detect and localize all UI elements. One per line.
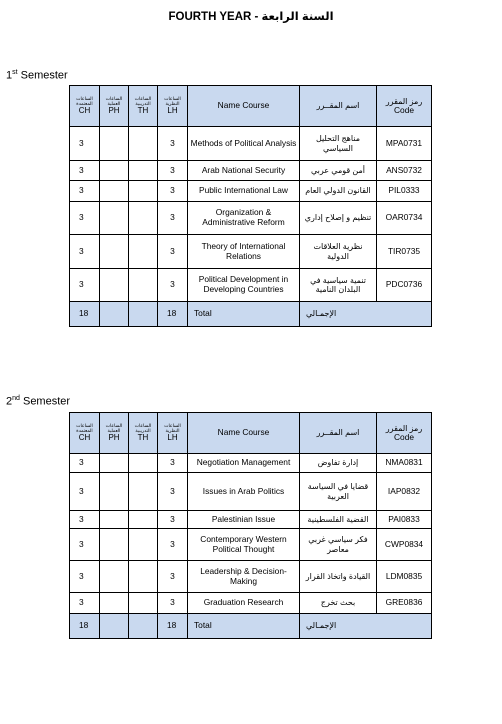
- cell-code: MPA0731: [377, 127, 432, 161]
- header-ph: الساعات العملية PH: [100, 413, 129, 454]
- total-label-ar: الإجمـالي: [300, 614, 432, 639]
- cell-lh: 3: [158, 454, 188, 473]
- header-lh: الساعات النظرية LH: [158, 86, 188, 127]
- cell-th: [129, 202, 158, 235]
- cell-course-name-ar: فكر سياسي غربي معاصر: [300, 529, 377, 561]
- cell-code: PIL0333: [377, 181, 432, 202]
- total-ph: [100, 614, 129, 639]
- course-row: [70, 161, 432, 181]
- cell-code: PAI0833: [377, 511, 432, 529]
- cell-ch: 3: [70, 235, 100, 269]
- cell-course-name: Methods of Political Analysis: [188, 127, 300, 161]
- course-row: [70, 593, 432, 614]
- semester-1-table: [69, 85, 432, 327]
- course-row: [70, 235, 432, 269]
- cell-code: IAP0832: [377, 473, 432, 511]
- total-label: Total: [188, 614, 300, 639]
- cell-lh: 3: [158, 473, 188, 511]
- total-th: [129, 614, 158, 639]
- cell-course-name: Leadership & Decision-Making: [188, 561, 300, 593]
- cell-course-name: Contemporary Western Political Thought: [188, 529, 300, 561]
- header-row: [70, 413, 432, 454]
- cell-lh: 3: [158, 269, 188, 302]
- semester-1-word: Semester: [17, 69, 68, 82]
- cell-course-name: Issues in Arab Politics: [188, 473, 300, 511]
- cell-th: [129, 593, 158, 614]
- cell-course-name: Political Development in Developing Countries: [188, 269, 300, 302]
- header-code: رمز المقرر Code: [377, 86, 432, 127]
- total-label-ar: الإجمـالي: [300, 302, 432, 327]
- cell-ph: [100, 529, 129, 561]
- cell-lh: 3: [158, 235, 188, 269]
- cell-ch: 3: [70, 529, 100, 561]
- cell-ph: [100, 593, 129, 614]
- course-row: [70, 181, 432, 202]
- cell-ph: [100, 511, 129, 529]
- semester-1-suffix: st: [12, 69, 18, 76]
- cell-ch: 3: [70, 161, 100, 181]
- semester-1-number: 1: [6, 69, 13, 82]
- cell-th: [129, 511, 158, 529]
- total-ch: 18: [70, 302, 100, 327]
- cell-course-name-ar: نظرية العلاقات الدولية: [300, 235, 377, 269]
- semester-1-heading: [6, 69, 68, 82]
- cell-lh: 3: [158, 529, 188, 561]
- page-title: FOURTH YEAR - السنة الرابعة: [168, 11, 334, 23]
- cell-code: LDM0835: [377, 561, 432, 593]
- cell-code: GRE0836: [377, 593, 432, 614]
- cell-ph: [100, 127, 129, 161]
- cell-course-name: Arab National Security: [188, 161, 300, 181]
- cell-lh: 3: [158, 202, 188, 235]
- semester-2-suffix: nd: [12, 395, 20, 402]
- course-row: [70, 269, 432, 302]
- cell-ch: 3: [70, 593, 100, 614]
- cell-th: [129, 269, 158, 302]
- cell-th: [129, 161, 158, 181]
- header-name-course: Name Course: [188, 86, 300, 127]
- cell-code: PDC0736: [377, 269, 432, 302]
- cell-th: [129, 235, 158, 269]
- total-lh: 18: [158, 302, 188, 327]
- cell-course-name: Organization & Administrative Reform: [188, 202, 300, 235]
- cell-lh: 3: [158, 511, 188, 529]
- cell-course-name: Graduation Research: [188, 593, 300, 614]
- header-code: رمز المقرر Code: [377, 413, 432, 454]
- cell-th: [129, 529, 158, 561]
- cell-course-name-ar: أمن قومي عربي: [300, 161, 377, 181]
- header-name-ar: اسم المقــرر: [300, 86, 377, 127]
- course-row: [70, 202, 432, 235]
- total-row: [70, 302, 432, 327]
- cell-ch: 3: [70, 181, 100, 202]
- cell-lh: 3: [158, 181, 188, 202]
- cell-code: NMA0831: [377, 454, 432, 473]
- cell-ch: 3: [70, 202, 100, 235]
- cell-course-name-ar: تنمية سياسية في البلدان النامية: [300, 269, 377, 302]
- course-row: [70, 473, 432, 511]
- cell-code: ANS0732: [377, 161, 432, 181]
- cell-ch: 3: [70, 473, 100, 511]
- cell-ch: 3: [70, 269, 100, 302]
- cell-ph: [100, 561, 129, 593]
- semester-2-heading: [6, 395, 70, 408]
- cell-course-name: Public International Law: [188, 181, 300, 202]
- header-name-ar: اسم المقــرر: [300, 413, 377, 454]
- cell-course-name-ar: بحث تخرج: [300, 593, 377, 614]
- cell-ch: 3: [70, 561, 100, 593]
- course-row: [70, 511, 432, 529]
- cell-ph: [100, 181, 129, 202]
- header-ph: الساعات العملية PH: [100, 86, 129, 127]
- cell-th: [129, 181, 158, 202]
- semester-2-number: 2: [6, 395, 13, 408]
- header-lh: الساعات النظرية LH: [158, 413, 188, 454]
- course-row: [70, 529, 432, 561]
- cell-ch: 3: [70, 511, 100, 529]
- cell-course-name: Theory of International Relations: [188, 235, 300, 269]
- cell-course-name-ar: مناهج التحليل السياسي: [300, 127, 377, 161]
- course-row: [70, 127, 432, 161]
- cell-course-name: Negotiation Management: [188, 454, 300, 473]
- cell-course-name-ar: القضية الفلسطينية: [300, 511, 377, 529]
- header-th: الساعات التدريبية TH: [129, 86, 158, 127]
- total-ch: 18: [70, 614, 100, 639]
- total-row: [70, 614, 432, 639]
- cell-course-name-ar: إدارة تفاوض: [300, 454, 377, 473]
- cell-ph: [100, 269, 129, 302]
- cell-ph: [100, 473, 129, 511]
- total-ph: [100, 302, 129, 327]
- semester-2-word: Semester: [19, 395, 71, 408]
- total-label: Total: [188, 302, 300, 327]
- cell-course-name: Palestinian Issue: [188, 511, 300, 529]
- course-row: [70, 454, 432, 473]
- cell-course-name-ar: القانون الدولي العام: [300, 181, 377, 202]
- total-th: [129, 302, 158, 327]
- cell-th: [129, 561, 158, 593]
- cell-course-name-ar: القيادة واتخاذ القرار: [300, 561, 377, 593]
- cell-ph: [100, 161, 129, 181]
- cell-lh: 3: [158, 561, 188, 593]
- cell-lh: 3: [158, 127, 188, 161]
- header-name-course: Name Course: [188, 413, 300, 454]
- cell-ch: 3: [70, 454, 100, 473]
- total-lh: 18: [158, 614, 188, 639]
- cell-code: CWP0834: [377, 529, 432, 561]
- cell-th: [129, 127, 158, 161]
- header-row: [70, 86, 432, 127]
- cell-code: TIR0735: [377, 235, 432, 269]
- cell-ph: [100, 454, 129, 473]
- header-ch: الساعات المعتمدة CH: [70, 413, 100, 454]
- course-row: [70, 561, 432, 593]
- header-ch: الساعات المعتمدة CH: [70, 86, 100, 127]
- cell-course-name-ar: تنظيم و إصلاح إداري: [300, 202, 377, 235]
- cell-lh: 3: [158, 593, 188, 614]
- semester-2-table: [69, 412, 432, 639]
- cell-course-name-ar: قضايا في السياسة العربية: [300, 473, 377, 511]
- cell-ch: 3: [70, 127, 100, 161]
- cell-th: [129, 473, 158, 511]
- cell-ph: [100, 235, 129, 269]
- header-th: الساعات التدريبية TH: [129, 413, 158, 454]
- cell-code: OAR0734: [377, 202, 432, 235]
- cell-th: [129, 454, 158, 473]
- cell-lh: 3: [158, 161, 188, 181]
- cell-ph: [100, 202, 129, 235]
